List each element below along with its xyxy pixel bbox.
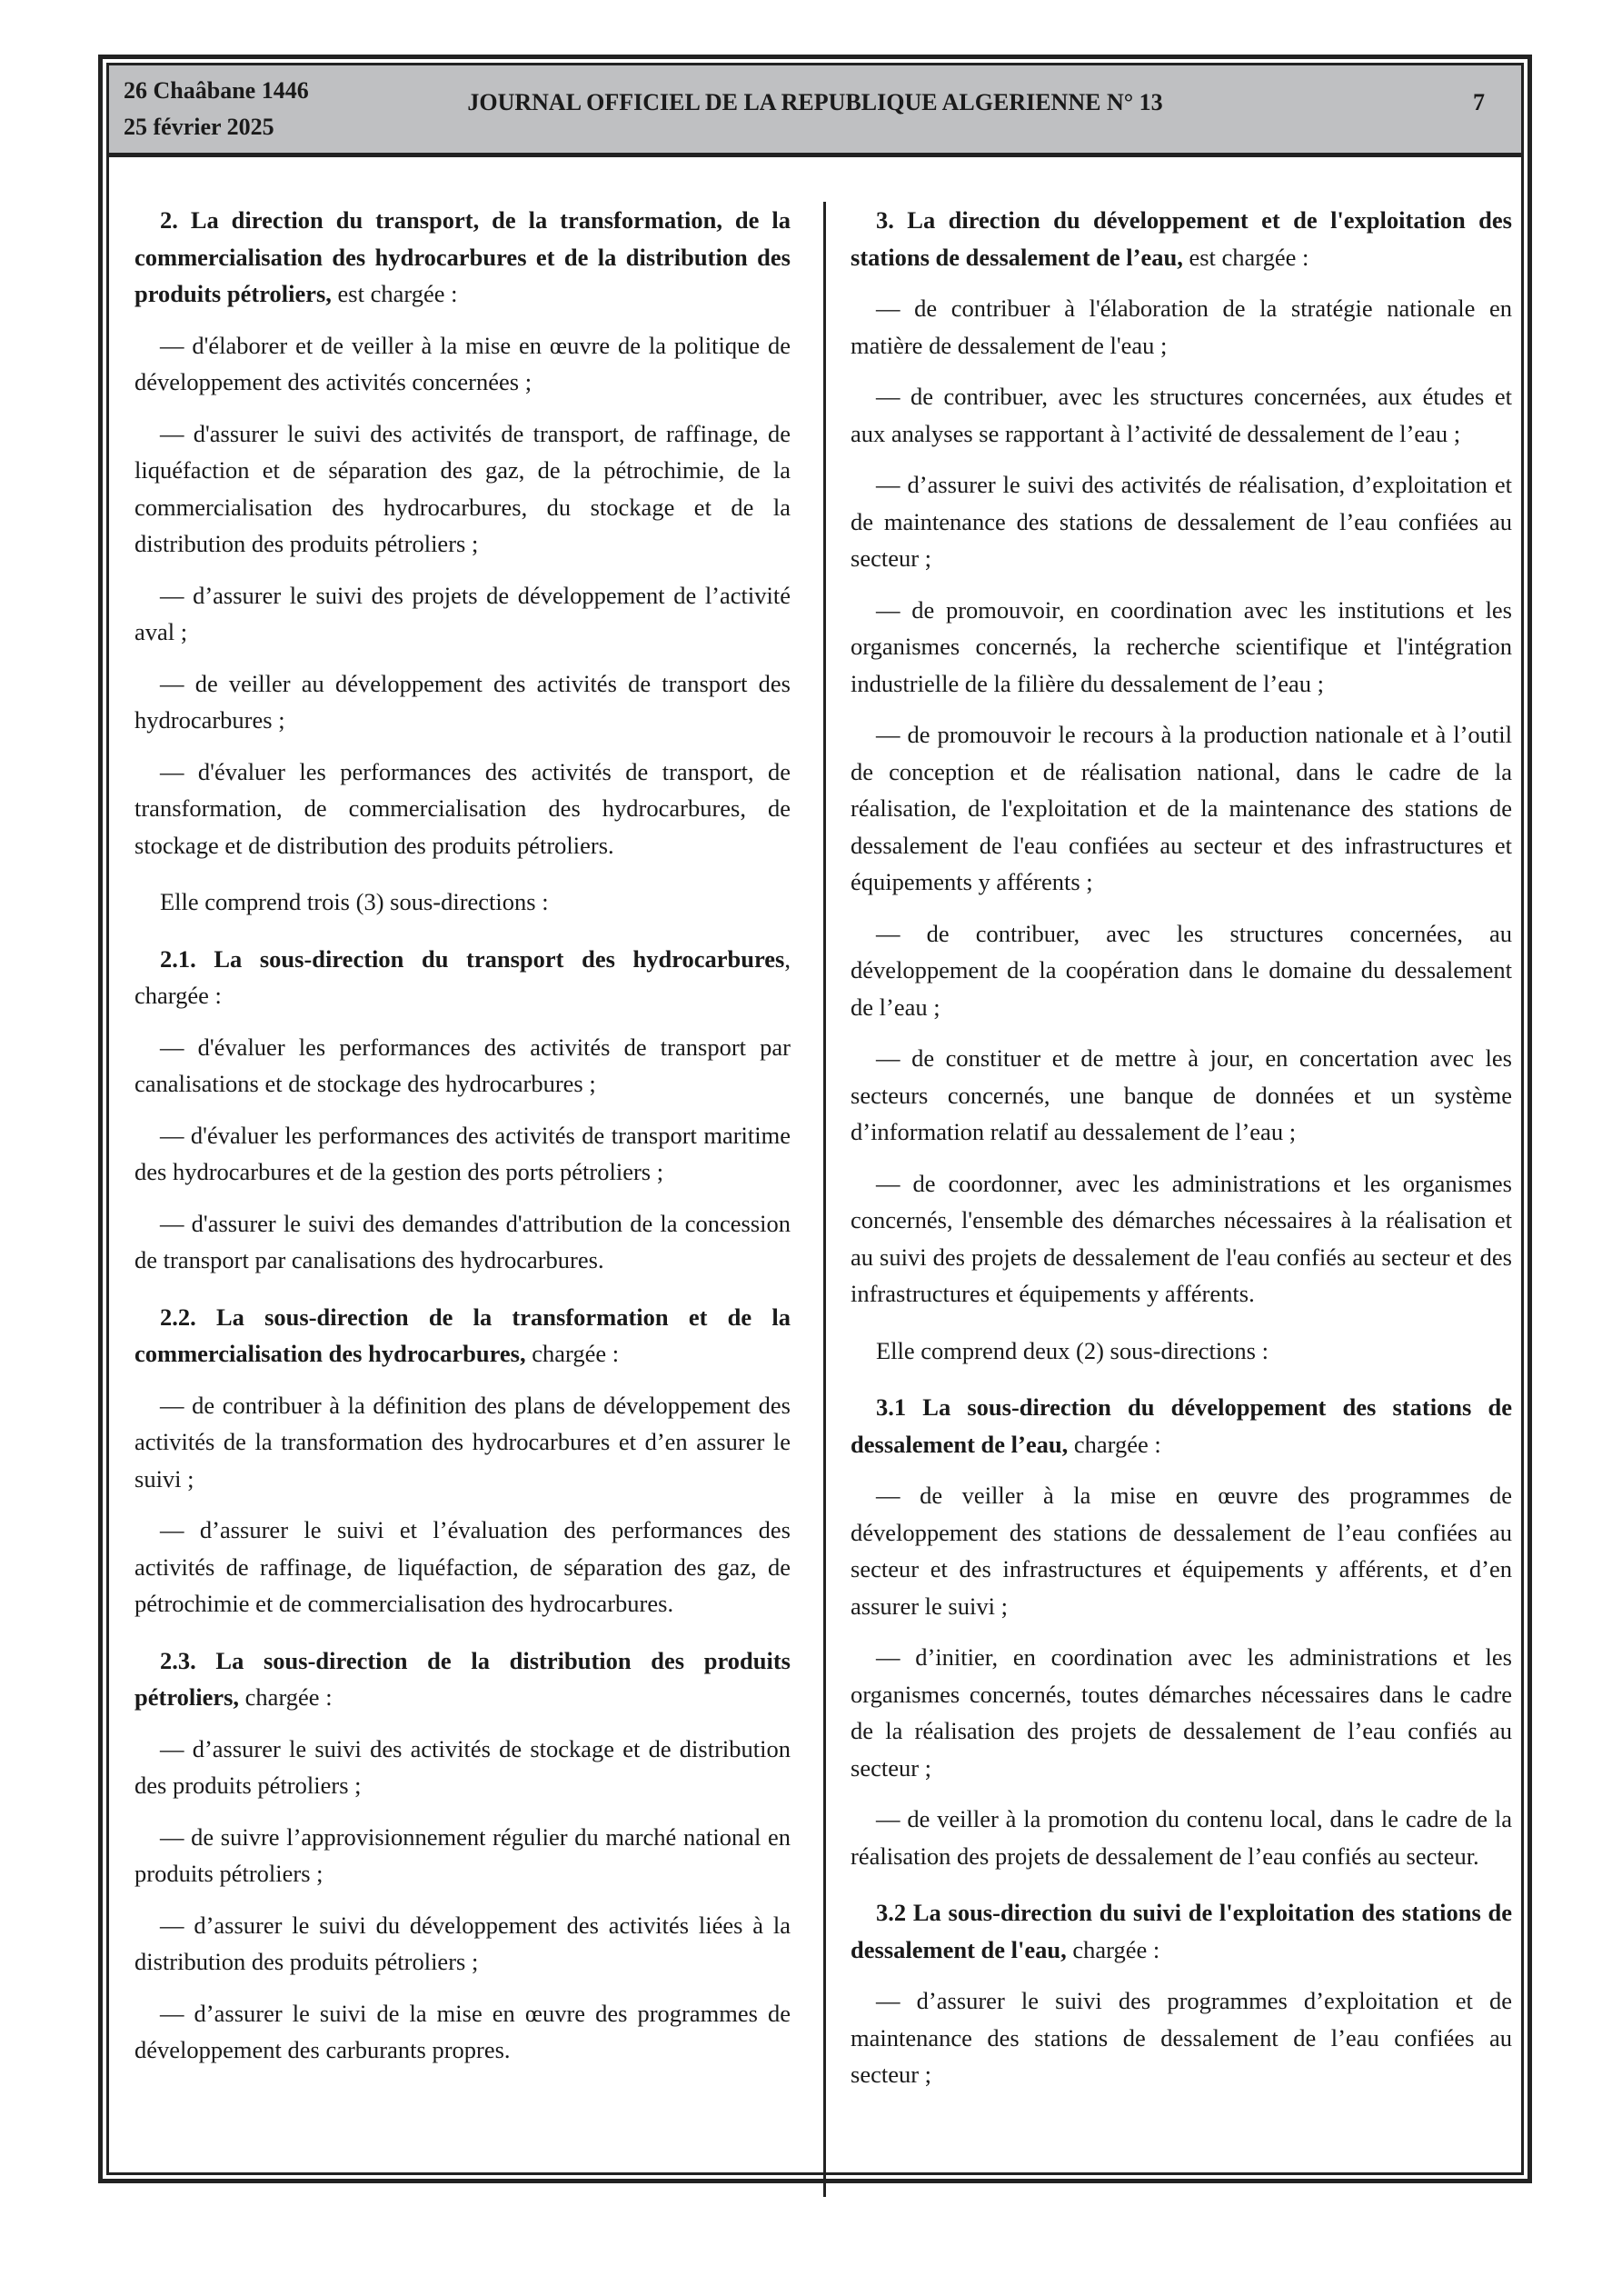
paragraph (134, 883, 791, 921)
paragraph-text: — d'élaborer et de veiller à la mise en œuvre de la politique de développement des activités concernées ; (134, 331, 791, 395)
paragraph-text: — d’assurer le suivi des activités de réalisation, d’exploitation et de maintenance des stations de dessalement de l’eau confiées au secteur ; (851, 471, 1512, 572)
section-heading: 3.1 La sous-direction du développement des stations de dessalement de l’eau, (851, 1393, 1512, 1458)
paragraph (134, 1907, 791, 1981)
paragraph (851, 716, 1512, 901)
page-frame (98, 55, 1532, 2183)
paragraph-text: — d'évaluer les performances des activités de transport, de transformation, de commercialisation des hydrocarbures, de stockage et de distribution des produits pétroliers. (134, 757, 791, 859)
paragraph (851, 290, 1512, 364)
paragraph-text: chargée : (525, 1340, 620, 1367)
paragraph-text: — de contribuer, avec les structures concernées, aux études et aux analyses se rapportant à l’activité de dessalement de l’eau ; (851, 383, 1512, 447)
paragraph-text: — d’assurer le suivi du développement des activités liées à la distribution des produits pétroliers ; (134, 1911, 791, 1975)
journal-title: JOURNAL OFFICIEL DE LA REPUBLIQUE ALGERIENNE N° 13 (467, 89, 1163, 115)
gregorian-date: 25 février 2025 (124, 114, 274, 140)
paragraph-text: — d’assurer le suivi des activités de stockage et de distribution des produits pétroliers ; (134, 1734, 791, 1799)
section-heading-paragraph (851, 202, 1512, 275)
paragraph (134, 1819, 791, 1892)
section-heading: 2.1. La sous-direction du transport des hydrocarbures (160, 944, 785, 973)
paragraph (851, 1639, 1512, 1786)
paragraph-text: — de coordonner, avec les administrations et les organismes concernés, l'ensemble des démarches nécessaires à la réalisation et au suivi des projets de dessalement de l'eau confiés au secteur et des infrastructures et équipements y afférents. (851, 1169, 1512, 1307)
paragraph (134, 754, 791, 864)
section-heading-paragraph (851, 1894, 1512, 1968)
paragraph (134, 1387, 791, 1498)
paragraph (134, 1205, 791, 1279)
paragraph-text: — de veiller à la mise en œuvre des programmes de développement des stations de dessalement de l’eau confiées au secteur et des infrastructures et équipements y afférents, et d’en assurer le suivi ; (851, 1482, 1512, 1620)
right-column (851, 202, 1512, 2108)
paragraph-text: Elle comprend deux (2) sous-directions : (876, 1336, 1269, 1364)
paragraph (134, 665, 791, 739)
paragraph (851, 1040, 1512, 1151)
paragraph-text: — de contribuer à l'élaboration de la stratégie nationale en matière de dessalement de l'eau ; (851, 294, 1512, 359)
section-heading-paragraph (134, 941, 791, 1014)
section-heading: 3. La direction du développement et de l'exploitation des stations de dessalement de l’eau, (851, 206, 1512, 271)
journal-header (109, 65, 1521, 157)
paragraph-text: — d'assurer le suivi des activités de transport, de raffinage, de liquéfaction et de séparation des gaz, de la pétrochimie, de la commercialisation des hydrocarbures, du stockage et de la distribution des produits pétroliers ; (134, 419, 791, 557)
section-heading-paragraph (134, 1299, 791, 1373)
paragraph (851, 592, 1512, 703)
paragraph-text: — de promouvoir, en coordination avec les institutions et les organismes concernés, la recherche scientifique et l'intégration industrielle de la filière du dessalement de l’eau ; (851, 595, 1512, 697)
paragraph (134, 1029, 791, 1103)
section-heading-paragraph (851, 1389, 1512, 1462)
paragraph (851, 1477, 1512, 1624)
paragraph-text: — d’assurer le suivi et l’évaluation des performances des activités de raffinage, de liquéfaction, de séparation des gaz, de pétrochimie et de commercialisation des hydrocarbures. (134, 1516, 791, 1617)
paragraph (851, 915, 1512, 1026)
paragraph (851, 378, 1512, 452)
paragraph-text: chargée : (1068, 1430, 1161, 1458)
paragraph-text: — d’initier, en coordination avec les administrations et les organismes concernés, toutes démarches nécessaires dans le cadre de la réalisation des projets de dessalement de l’eau confiés au secteur ; (851, 1643, 1512, 1782)
paragraph-text: — de veiller au développement des activités de transport des hydrocarbures ; (134, 669, 791, 734)
paragraph-text: — de suivre l’approvisionnement régulier du marché national en produits pétroliers ; (134, 1822, 791, 1887)
section-heading-paragraph (134, 202, 791, 313)
paragraph-text: — de promouvoir le recours à la production nationale et à l’outil de conception et de réalisation national, dans le cadre de la réalisation, de l'exploitation et de la maintenance des stations de dessalement de l'eau confiées au secteur et des infrastructures et équipements y afférents ; (851, 721, 1512, 895)
paragraph (134, 577, 791, 651)
paragraph-text: est chargée : (331, 280, 458, 307)
section-heading: 2.2. La sous-direction de la transformation et de la commercialisation des hydrocarbures, (134, 1303, 791, 1367)
paragraph-text: — de veiller à la promotion du contenu local, dans le cadre de la réalisation des projets de dessalement de l’eau confiés au secteur. (851, 1805, 1512, 1870)
section-heading: 2.3. La sous-direction de la distribution des produits pétroliers, (134, 1646, 791, 1711)
section-heading: 3.2 La sous-direction du suivi de l'exploitation des stations de dessalement de l'eau, (851, 1899, 1512, 1963)
paragraph-text: — d’assurer le suivi des programmes d’exploitation et de maintenance des stations de dessalement de l’eau confiées au secteur ; (851, 1987, 1512, 2088)
section-heading-paragraph (134, 1642, 791, 1716)
paragraph-text: — d'évaluer les performances des activités de transport par canalisations et de stockage des hydrocarbures ; (134, 1033, 791, 1097)
page-number: 7 (1473, 89, 1485, 115)
paragraph-text: Elle comprend trois (3) sous-directions : (160, 888, 549, 915)
section-heading: 2. La direction du transport, de la transformation, de la commercialisation des hydrocarbures et de la distribution des produits pétroliers, (134, 206, 791, 307)
hijri-date: 26 Chaâbane 1446 (124, 77, 309, 104)
paragraph (851, 1165, 1512, 1313)
paragraph-text: chargée : (1066, 1935, 1160, 1963)
paragraph-text: — d’assurer le suivi de la mise en œuvre des programmes de développement des carburants propres. (134, 1999, 791, 2063)
paragraph (134, 1995, 791, 2069)
paragraph (134, 1117, 791, 1191)
paragraph-text: — de contribuer, avec les structures concernées, au développement de la coopération dans le domaine du dessalement de l’eau ; (851, 919, 1512, 1021)
paragraph (134, 327, 791, 401)
paragraph (851, 1982, 1512, 2093)
paragraph (134, 1731, 791, 1804)
paragraph-text: est chargée : (1182, 243, 1309, 271)
paragraph (134, 415, 791, 563)
paragraph-text: — de constituer et de mettre à jour, en concertation avec les secteurs concernés, une banque de données et un système d’information relatif au dessalement de l’eau ; (851, 1044, 1512, 1145)
page-inner-frame (106, 63, 1524, 2175)
paragraph (851, 1801, 1512, 1874)
paragraph-text: — de contribuer à la définition des plans de développement des activités de la transformation des hydrocarbures et d’en assurer le suivi ; (134, 1391, 791, 1492)
column-divider (823, 202, 826, 2197)
paragraph-text: — d'évaluer les performances des activités de transport maritime des hydrocarbures et de la gestion des ports pétroliers ; (134, 1121, 791, 1185)
left-column (134, 202, 791, 2083)
paragraph (134, 1512, 791, 1622)
paragraph-text: — d'assurer le suivi des demandes d'attribution de la concession de transport par canalisations des hydrocarbures. (134, 1209, 791, 1273)
paragraph-text: chargée : (239, 1683, 333, 1711)
paragraph-text: — d’assurer le suivi des projets de développement de l’activité aval ; (134, 581, 791, 645)
paragraph-text: , chargée : (134, 944, 791, 1009)
paragraph (851, 466, 1512, 577)
paragraph (851, 1333, 1512, 1370)
